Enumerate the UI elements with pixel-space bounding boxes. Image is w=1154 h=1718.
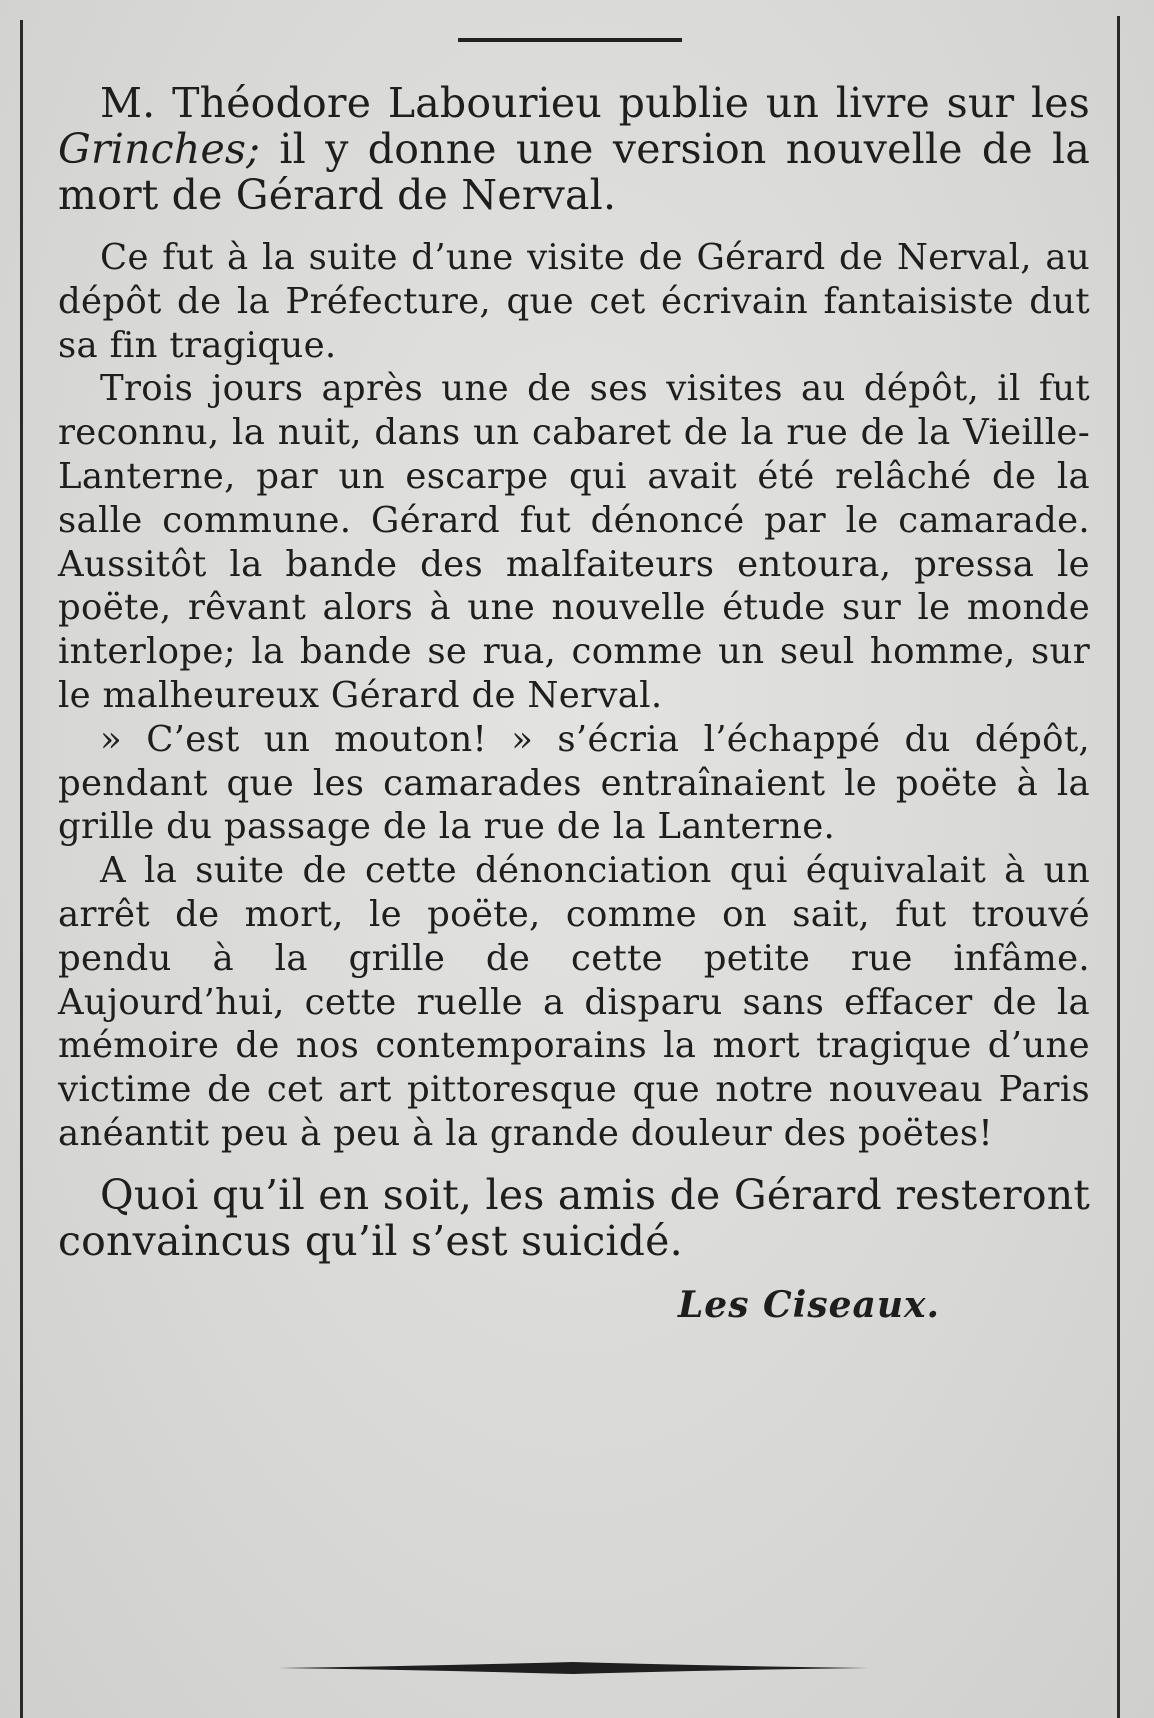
bottom-ornament-rule: [278, 1660, 868, 1676]
lead-paragraph: [58, 80, 1090, 218]
signature: Les Ciseaux.: [677, 1283, 940, 1326]
body-paragraph-2: Trois jours après une de ses visites au dépôt, il fut reconnu, la nuit, dans un cabaret de la rue de la Vieille-Lanterne, par un escarpe qui avait été relâché de la salle commune. Gérard fut dénoncé par le camarade. Aussitôt la bande des malfaiteurs entoura, pressa le poëte, rêvant alors à une nouvelle étude sur le monde interlope; la bande se rua, comme un seul homme, sur le malheureux Gérard de Nerval.: [58, 368, 1090, 716]
lead-text-end: il y donne une version nouvelle de la mort de Gérard de Nerval.: [58, 125, 1090, 219]
lead-text-start: M. Théodore Labourieu publie un livre sur les: [100, 79, 1090, 127]
top-separator-rule: [458, 38, 682, 42]
left-column-rule: [20, 20, 23, 1718]
body-paragraph-3: » C’est un mouton! » s’écria l’échappé du dépôt, pendant que les camarades entraînaient le poëte à la grille du passage de la rue de la Lanterne.: [58, 718, 1090, 848]
lead-italic-title: Grinches;: [58, 125, 261, 173]
right-column-rule: [1117, 16, 1120, 1718]
article-column: [58, 80, 1090, 1326]
closing-paragraph: Quoi qu’il en soit, les amis de Gérard resteront convaincus qu’il s’est suicidé.: [58, 1170, 1090, 1265]
body-paragraph-1: Ce fut à la suite d’une visite de Gérard de Nerval, au dépôt de la Préfecture, que cet écrivain fantaisiste dut sa fin tragique.: [58, 237, 1090, 366]
body-paragraph-4: A la suite de cette dénonciation qui équivalait à un arrêt de mort, le poëte, comme on sait, fut trouvé pendu à la grille de cette petite rue infâme. Aujourd’hui, cette ruelle a disparu sans effacer de la mémoire de nos contemporains la mort tragique d’une victime de cet art pittoresque que notre nouveau Paris anéantit peu à peu à la grande douleur des poëtes!: [58, 850, 1090, 1154]
